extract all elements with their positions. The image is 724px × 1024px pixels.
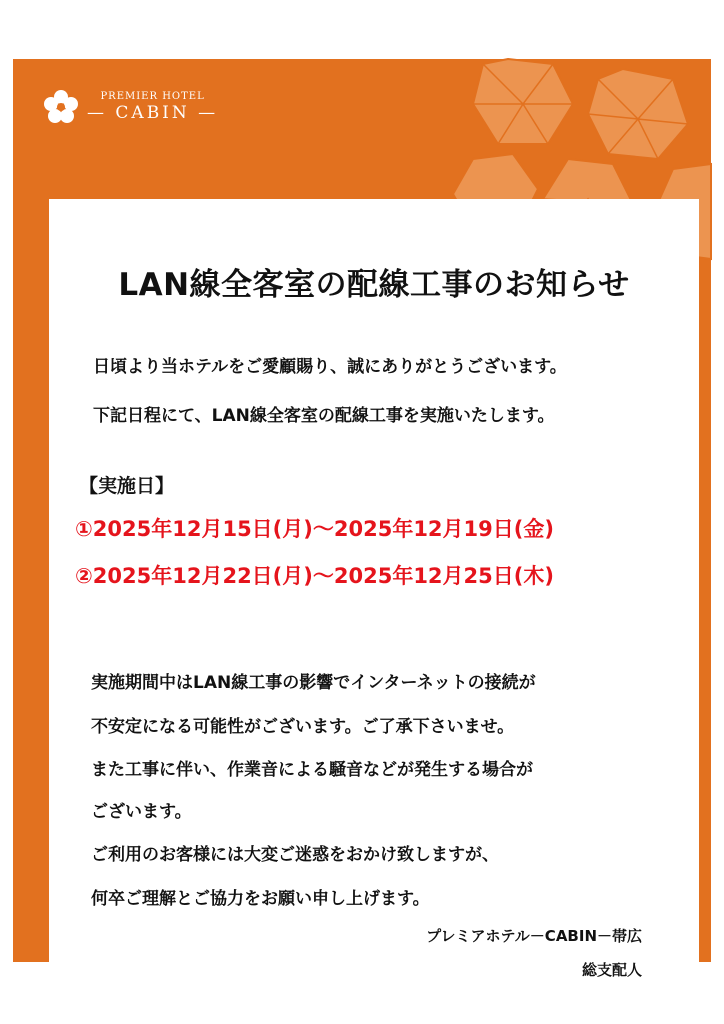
flower-logo-icon (43, 89, 79, 125)
body-line-4: ございます。 (91, 802, 192, 822)
signature-title: 総支配人 (581, 961, 642, 979)
body-line-5: ご利用のお客様には大変ご迷惑をおかけ致しますが、 (91, 845, 499, 865)
date-range-2: ②2025年12月22日(月)～2025年12月25日(木) (75, 564, 554, 588)
logo-subtitle: PREMIER HOTEL (100, 91, 205, 102)
logo-text (87, 91, 218, 123)
orange-frame (13, 59, 711, 979)
body-line-1: 実施期間中はLAN線工事の影響でインターネットの接続が (91, 673, 536, 693)
body-line-3: また工事に伴い、作業音による騒音などが発生する場合が (91, 760, 533, 780)
notice-title: LAN線全客室の配線工事のお知らせ (118, 267, 630, 303)
body-line-2: 不安定になる可能性がございます。ご了承下さいませ。 (91, 717, 515, 737)
signature-hotel: プレミアホテル－CABIN－帯広 (426, 927, 642, 945)
date-heading: 【実施日】 (79, 475, 175, 497)
body-line-6: 何卒ご理解とご協力をお願い申し上げます。 (91, 889, 430, 909)
notice-panel (49, 199, 699, 999)
date-range-1: ①2025年12月15日(月)～2025年12月19日(金) (75, 517, 554, 541)
intro-line-1: 日頃より当ホテルをご愛顧賜り、誠にありがとうございます。 (93, 357, 567, 377)
logo-name: — CABIN — (87, 103, 219, 123)
hotel-logo (43, 87, 218, 127)
intro-line-2: 下記日程にて、LAN線全客室の配線工事を実施いたします。 (93, 406, 555, 426)
